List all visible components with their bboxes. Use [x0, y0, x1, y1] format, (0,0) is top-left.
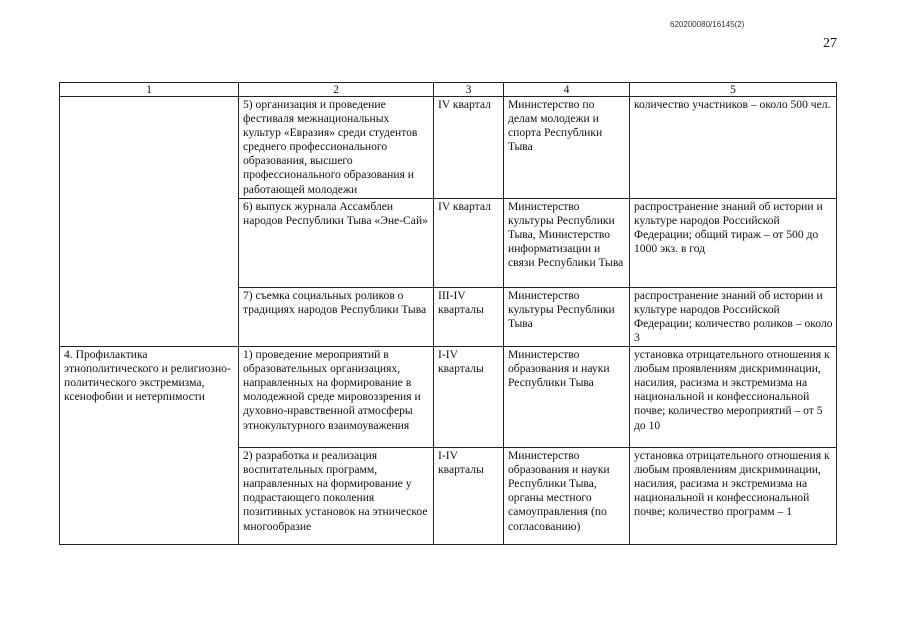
column-header: 4 — [504, 83, 630, 97]
result-cell: установка отрицательного отношения к любым проявлениям дискриминации, насилия, расизма и экстремизма на национальной и конфессиональной почве; количество мероприятий – от 5 до 10 — [630, 347, 837, 448]
activity-cell: 2) разработка и реализация воспитательных программ, направленных на формирование у подрастающего поколения позитивных установок на этническое многообразие — [239, 448, 434, 545]
column-header: 5 — [630, 83, 837, 97]
period-cell: IV квартал — [434, 97, 504, 199]
column-header: 3 — [434, 83, 504, 97]
result-cell: установка отрицательного отношения к любым проявлениям дискриминации, насилия, расизма и экстремизма на национальной и конфессиональной почве; количество программ – 1 — [630, 448, 837, 545]
period-cell: I-IV кварталы — [434, 448, 504, 545]
executor-cell: Министерство культуры Республики Тыва — [504, 287, 630, 346]
column-header: 2 — [239, 83, 434, 97]
table-row — [60, 347, 837, 448]
executor-cell: Министерство культуры Республики Тыва, Министерство информатизации и связи Республики Тыва — [504, 198, 630, 287]
table-header-row — [60, 83, 837, 97]
executor-cell: Министерство образования и науки Республики Тыва — [504, 347, 630, 448]
executor-cell: Министерство образования и науки Республики Тыва, органы местного самоуправления (по согласованию) — [504, 448, 630, 545]
table-row — [60, 97, 837, 199]
activity-cell: 5) организация и проведение фестиваля межнациональных культур «Евразия» среди студентов среднего профессионального образования, высшего профессионального образования и работающей молодежи — [239, 97, 434, 199]
period-cell: I-IV кварталы — [434, 347, 504, 448]
period-cell: IV квартал — [434, 198, 504, 287]
activity-cell: 7) съемка социальных роликов о традициях народов Республики Тыва — [239, 287, 434, 346]
activity-cell: 1) проведение мероприятий в образовательных организациях, направленных на формирование в молодежной среде мировоззрения и духовно-нравственной атмосферы этнокультурного взаимоуважения — [239, 347, 434, 448]
page-number: 27 — [823, 36, 837, 51]
result-cell: распространение знаний об истории и культуре народов Российской Федерации; общий тираж – от 500 до 1000 экз. в год — [630, 198, 837, 287]
result-cell: распространение знаний об истории и культуре народов Российской Федерации; количество роликов – около 3 — [630, 287, 837, 346]
section-cell: 4. Профилактика этнополитического и религиозно-политического экстремизма, ксенофобии и нетерпимости — [60, 347, 239, 545]
section-cell — [60, 97, 239, 347]
result-cell: количество участников – около 500 чел. — [630, 97, 837, 199]
activity-cell: 6) выпуск журнала Ассамблеи народов Республики Тыва «Эне-Сай» — [239, 198, 434, 287]
column-header: 1 — [60, 83, 239, 97]
period-cell: III-IV кварталы — [434, 287, 504, 346]
executor-cell: Министерство по делам молодежи и спорта Республики Тыва — [504, 97, 630, 199]
program-table — [59, 82, 837, 545]
document-code: 620200080/16145(2) — [670, 20, 745, 29]
